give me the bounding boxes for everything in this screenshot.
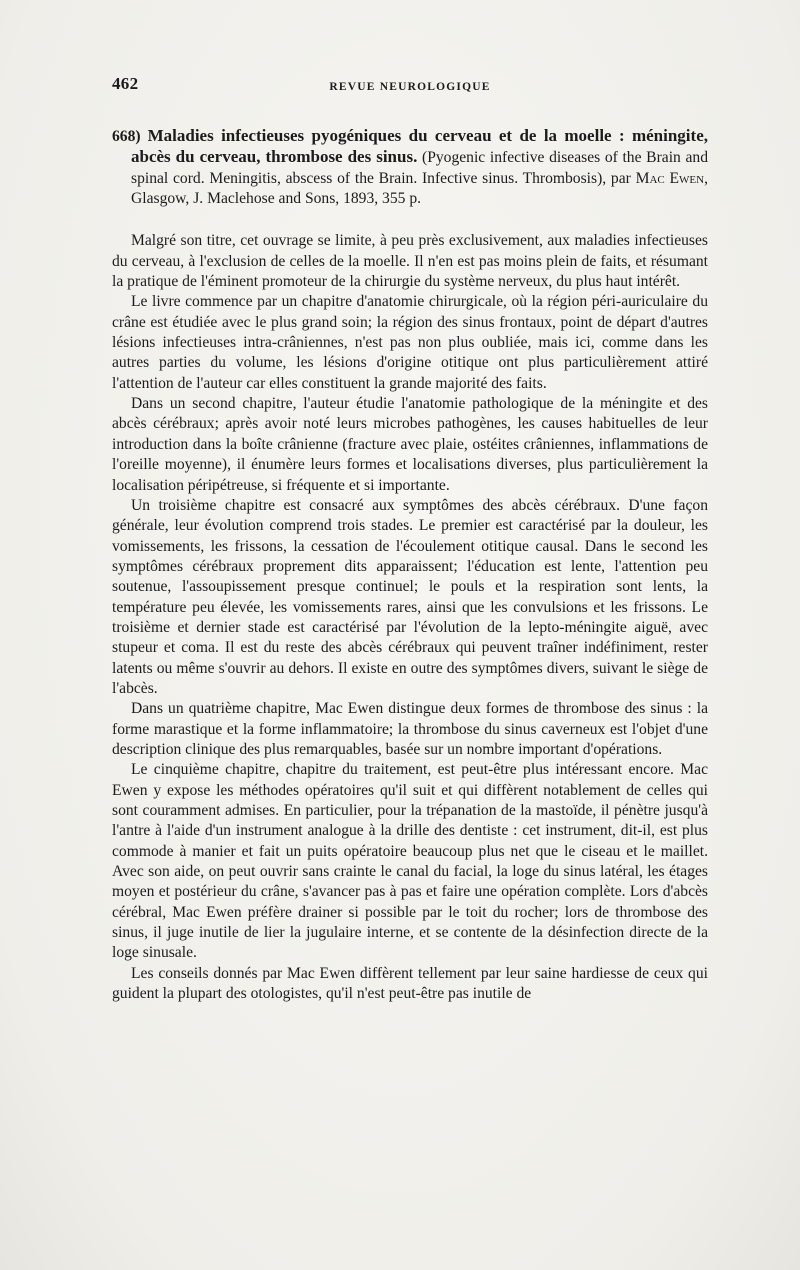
journal-title: REVUE NEUROLOGIQUE xyxy=(329,81,491,93)
entry-number: 668) xyxy=(112,128,141,145)
entry-publisher: , Glasgow, J. Maclehose and Sons, 1893, 355 p. xyxy=(131,169,708,208)
paragraph: Le cinquième chapitre, chapitre du traitement, est peut-être plus intéressant encore. Mac Ewen y expose les méthodes opératoires qu'il suit et qui diffèrent notablement de celles qui sont couramment admises. En particulier, pour la trépanation de la mastoïde, il pénètre jusqu'à l'antre à l'aide d'un instrument analogue à la drille des dentiste : cet instrument, dit-il, est plus commode à manier et fait un puits opératoire beaucoup plus net que le ciseau et le maillet. Avec son aide, on peut ouvrir sans crainte le canal du facial, la loge du sinus latéral, les étages moyen et postérieur du crâne, s'avancer pas à pas et faire une opération complète. Lors d'abcès cérébral, Mac Ewen préfère drainer si possible par le toit du rocher; lors de thrombose des sinus, il juge inutile de lier la jugulaire interne, et se contente de la désinfection directe de la loge sinusale. xyxy=(112,761,708,962)
entry-title: Maladies infectieuses pyogéniques du cerveau et de la moelle : méningite, abcès du cerveau, thrombose des sinus. xyxy=(131,126,708,167)
entry-author: Mac Ewen xyxy=(635,169,705,187)
paragraph: Le livre commence par un chapitre d'anatomie chirurgicale, où la région péri-auriculaire du crâne est étudiée avec le plus grand soin; la région des sinus frontaux, point de départ d'autres lésions infectieuses intra-crâniennes, n'est pas non plus oubliée, mais ici, comme dans les autres parties du volume, les lésions d'origine otitique ont plus particulièrement attiré l'attention de l'auteur car elles constituent la grande majorité des faits. xyxy=(112,293,708,392)
bibliographic-entry xyxy=(112,126,708,209)
running-header xyxy=(112,74,708,100)
entry-subtitle: (Pyogenic infective diseases of the Brain and spinal cord. Meningitis, abscess of the Brain. Infective sinus. Thrombosis), par xyxy=(131,149,708,187)
paragraph: Les conseils donnés par Mac Ewen diffèrent tellement par leur saine hardiesse de ceux qui guident la plupart des otologistes, qu'il n'est peut-être pas inutile de xyxy=(112,964,708,1003)
paragraph: Dans un quatrième chapitre, Mac Ewen distingue deux formes de thrombose des sinus : la forme marastique et la forme inflammatoire; la thrombose du sinus caverneux est l'objet d'une description clinique des plus remarquables, basée sur un nombre important d'opérations. xyxy=(112,700,708,758)
paragraph: Dans un second chapitre, l'auteur étudie l'anatomie pathologique de la méningite et des abcès cérébraux; après avoir noté leurs microbes pathogènes, les causes habituelles de leur introduction dans la boîte crânienne (fracture avec plaie, ostéites crâniennes, inflammations de l'oreille moyenne), il énumère leurs formes et localisations diverses, plus particulièrement la localisation péripétreuse, si fréquente et si importante. xyxy=(112,395,708,494)
paragraph: Malgré son titre, cet ouvrage se limite, à peu près exclusivement, aux maladies infectieuses du cerveau, à l'exclusion de celles de la moelle. Il n'en est pas moins plein de faits, et résumant la pratique de l'éminent promoteur de la chirurgie du système nerveux, du plus haut intérêt. xyxy=(112,232,708,291)
paragraph: Un troisième chapitre est consacré aux symptômes des abcès cérébraux. D'une façon générale, leur évolution comprend trois stades. Le premier est caractérisé par la douleur, les vomissements, les frissons, la cessation de l'écoulement otitique causal. Dans le second les symptômes cérébraux proprement dits apparaissent; l'éducation est lente, l'attention peu soutenue, l'assoupissement presque continuel; le pouls et la respiration sont lents, la température peu élevée, les vomissements rares, ainsi que les convulsions et les frissons. Le troisième et dernier stade est caractérisé par l'évolution de la lepto-méningite aiguë, avec stupeur et coma. Il est du reste des abcès cérébraux qui peuvent traîner indéfiniment, rester latents ou même s'ouvrir au dehors. Il existe en outre des symptômes divers, suivant le siège de l'abcès. xyxy=(112,496,708,697)
page-number: 462 xyxy=(112,74,139,93)
article-body xyxy=(112,126,708,1004)
